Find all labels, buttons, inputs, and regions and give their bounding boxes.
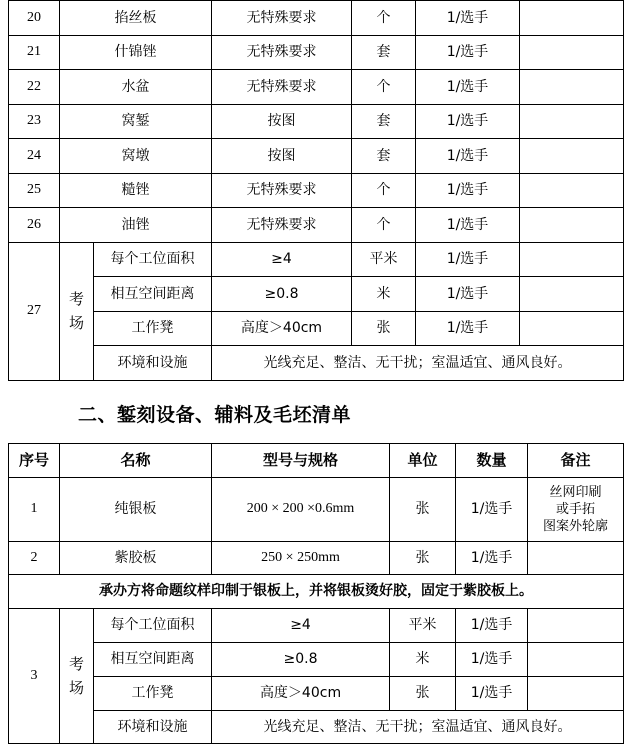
item-name: 工作凳 <box>94 311 212 346</box>
table-row <box>9 346 624 381</box>
item-unit: 套 <box>352 139 416 174</box>
table-row <box>9 139 624 174</box>
item-spec: 无特殊要求 <box>212 173 352 208</box>
item-name: 紫胶板 <box>60 542 212 575</box>
notice-text: 承办方将命题纹样印制于银板上，并将银板烫好胶，固定于紫胶板上。 <box>9 575 624 609</box>
item-name: 掐丝板 <box>60 1 212 36</box>
header-spec: 型号与规格 <box>212 444 390 478</box>
item-unit: 平米 <box>352 242 416 277</box>
item-spec: ≥0.8 <box>212 643 390 677</box>
item-qty: 1/选手 <box>456 478 528 542</box>
note-line: 或手拓 <box>556 502 596 517</box>
item-qty: 1/选手 <box>416 208 520 243</box>
item-note <box>528 609 624 643</box>
item-spec: 高度＞40cm <box>212 677 390 711</box>
item-name: 工作凳 <box>94 677 212 711</box>
item-unit: 个 <box>352 1 416 36</box>
item-note <box>528 542 624 575</box>
item-qty: 1/选手 <box>416 311 520 346</box>
item-name: 糙锉 <box>60 173 212 208</box>
header-row <box>9 444 624 478</box>
item-note <box>528 677 624 711</box>
env-value: 光线充足、整洁、无干扰；室温适宜、通风良好。 <box>212 346 624 381</box>
row-number: 23 <box>9 104 60 139</box>
item-spec: ≥4 <box>212 242 352 277</box>
table-row <box>9 173 624 208</box>
equipment-table-continued <box>8 0 624 381</box>
item-spec: ≥4 <box>212 609 390 643</box>
item-spec: 无特殊要求 <box>212 70 352 105</box>
item-unit: 个 <box>352 173 416 208</box>
item-unit: 张 <box>352 311 416 346</box>
item-qty: 1/选手 <box>416 35 520 70</box>
header-unit: 单位 <box>390 444 456 478</box>
row-number: 25 <box>9 173 60 208</box>
item-qty: 1/选手 <box>416 173 520 208</box>
notice-row <box>9 575 624 609</box>
table-row <box>9 70 624 105</box>
item-name: 纯银板 <box>60 478 212 542</box>
item-note <box>520 208 624 243</box>
note-line: 丝网印刷 <box>549 485 602 500</box>
item-name: 窝錾 <box>60 104 212 139</box>
item-qty: 1/选手 <box>416 139 520 174</box>
item-unit: 平米 <box>390 609 456 643</box>
item-qty: 1/选手 <box>456 542 528 575</box>
item-note <box>520 242 624 277</box>
materials-table <box>8 443 624 744</box>
item-spec: 200 × 200 ×0.6mm <box>212 478 390 542</box>
item-name: 窝墩 <box>60 139 212 174</box>
venue-label-char: 考 <box>68 655 84 673</box>
item-unit: 米 <box>390 643 456 677</box>
row-number: 26 <box>9 208 60 243</box>
header-name: 名称 <box>60 444 212 478</box>
row-number: 22 <box>9 70 60 105</box>
item-unit: 张 <box>390 478 456 542</box>
item-qty: 1/选手 <box>416 277 520 312</box>
venue-label-char: 场 <box>68 679 84 697</box>
item-note <box>528 478 624 542</box>
table-row <box>9 311 624 346</box>
item-note <box>520 70 624 105</box>
item-note <box>520 1 624 36</box>
item-unit: 张 <box>390 677 456 711</box>
item-note <box>520 104 624 139</box>
env-name: 环境和设施 <box>94 346 212 381</box>
venue-label-char: 场 <box>68 314 84 332</box>
env-value: 光线充足、整洁、无干扰；室温适宜、通风良好。 <box>212 711 624 744</box>
table-row <box>9 35 624 70</box>
section-title: 二、錾刻设备、辅料及毛坯清单 <box>78 404 352 426</box>
item-note <box>520 173 624 208</box>
item-unit: 套 <box>352 104 416 139</box>
item-name: 油锉 <box>60 208 212 243</box>
row-number: 20 <box>9 1 60 36</box>
header-no: 序号 <box>9 444 60 478</box>
item-note <box>528 643 624 677</box>
table-row <box>9 609 624 643</box>
item-spec: 无特殊要求 <box>212 1 352 36</box>
row-number: 1 <box>9 478 60 542</box>
item-note <box>520 139 624 174</box>
item-note <box>520 277 624 312</box>
item-qty: 1/选手 <box>456 643 528 677</box>
item-qty: 1/选手 <box>416 242 520 277</box>
item-name: 什锦锉 <box>60 35 212 70</box>
item-name: 水盆 <box>60 70 212 105</box>
row-number: 21 <box>9 35 60 70</box>
item-name: 相互空间距离 <box>94 643 212 677</box>
item-spec: 无特殊要求 <box>212 35 352 70</box>
row-number: 24 <box>9 139 60 174</box>
item-name: 每个工位面积 <box>94 609 212 643</box>
item-name: 每个工位面积 <box>94 242 212 277</box>
table-row <box>9 242 624 277</box>
table-row <box>9 478 624 542</box>
header-qty: 数量 <box>456 444 528 478</box>
table-row <box>9 208 624 243</box>
item-unit: 张 <box>390 542 456 575</box>
item-spec: 高度＞40cm <box>212 311 352 346</box>
item-name: 相互空间距离 <box>94 277 212 312</box>
item-unit: 个 <box>352 70 416 105</box>
item-unit: 套 <box>352 35 416 70</box>
item-spec: 250 × 250mm <box>212 542 390 575</box>
table-row <box>9 542 624 575</box>
item-spec: 无特殊要求 <box>212 208 352 243</box>
item-spec: ≥0.8 <box>212 277 352 312</box>
item-qty: 1/选手 <box>456 609 528 643</box>
table-row <box>9 711 624 744</box>
venue-label <box>60 242 94 380</box>
item-qty: 1/选手 <box>416 1 520 36</box>
item-note <box>520 311 624 346</box>
table-row <box>9 277 624 312</box>
row-number: 3 <box>9 609 60 744</box>
item-qty: 1/选手 <box>456 677 528 711</box>
item-qty: 1/选手 <box>416 104 520 139</box>
row-number: 2 <box>9 542 60 575</box>
table-row <box>9 677 624 711</box>
env-name: 环境和设施 <box>94 711 212 744</box>
row-number: 27 <box>9 242 60 380</box>
item-qty: 1/选手 <box>416 70 520 105</box>
item-note <box>520 35 624 70</box>
venue-label-char: 考 <box>68 290 84 308</box>
venue-label <box>60 609 94 744</box>
item-spec: 按图 <box>212 104 352 139</box>
item-spec: 按图 <box>212 139 352 174</box>
header-note: 备注 <box>528 444 624 478</box>
item-unit: 米 <box>352 277 416 312</box>
table-row <box>9 104 624 139</box>
table-row <box>9 643 624 677</box>
table-row <box>9 1 624 36</box>
item-unit: 个 <box>352 208 416 243</box>
note-line: 图案外轮廓 <box>543 519 609 534</box>
